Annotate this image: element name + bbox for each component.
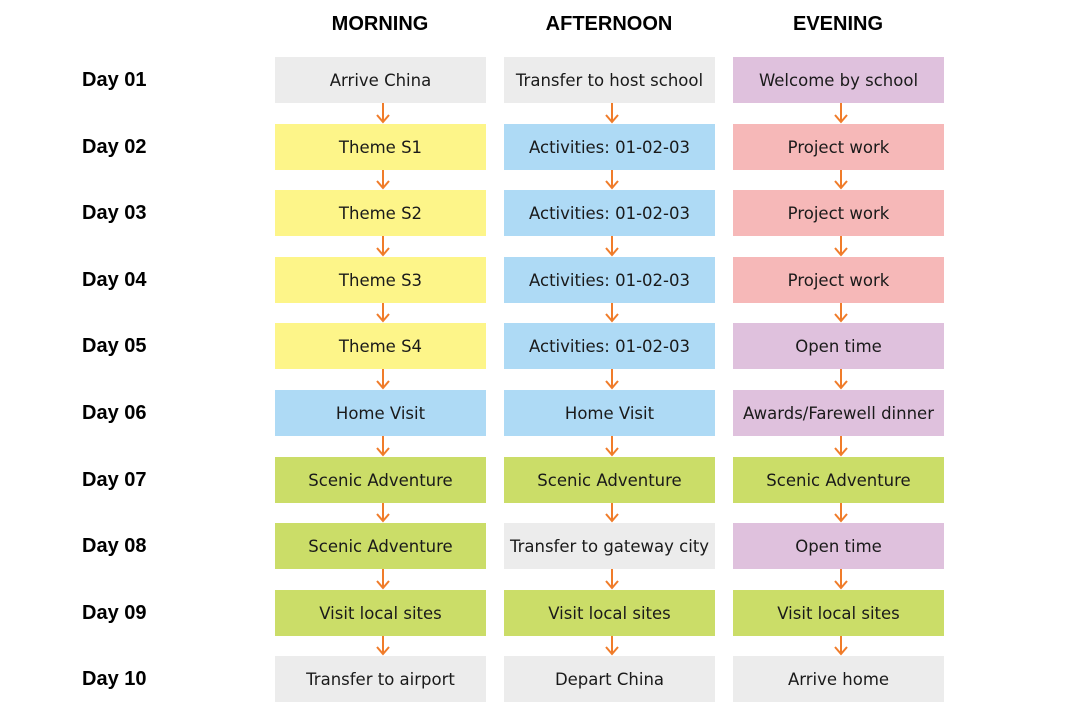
activity-box-afternoon	[504, 257, 715, 303]
activity-text: Scenic Adventure	[308, 536, 453, 556]
day-label: Day 09	[82, 602, 147, 624]
arrow-down-icon	[376, 303, 390, 323]
activity-text: Activities: 01-02-03	[529, 270, 690, 290]
activity-text: Project work	[787, 203, 890, 223]
activity-box-afternoon	[504, 656, 715, 702]
activity-box-afternoon	[504, 457, 715, 503]
activity-text: Scenic Adventure	[308, 470, 453, 490]
arrow-down-icon	[834, 303, 848, 323]
activity-box-afternoon	[504, 390, 715, 436]
arrow-down-icon	[376, 103, 390, 124]
activity-text: Open time	[795, 536, 882, 556]
arrow-down-icon	[376, 636, 390, 656]
arrow-down-icon	[605, 103, 619, 124]
arrow-down-icon	[605, 436, 619, 457]
activity-text: Home Visit	[564, 403, 655, 423]
arrow-down-icon	[605, 369, 619, 390]
activity-text: Theme S2	[338, 203, 423, 223]
arrow-down-icon	[834, 503, 848, 523]
activity-text: Arrive China	[329, 70, 432, 90]
activity-text: Theme S3	[338, 270, 423, 290]
day-label: Day 10	[82, 668, 147, 690]
activity-text: Depart China	[554, 669, 665, 689]
column-header-afternoon: AFTERNOON	[545, 13, 673, 35]
activity-box-morning	[275, 323, 486, 369]
arrow-down-icon	[605, 236, 619, 257]
day-label: Day 01	[82, 69, 147, 91]
activity-text: Activities: 01-02-03	[529, 336, 690, 356]
activity-box-morning	[275, 390, 486, 436]
activity-text: Theme S4	[338, 336, 423, 356]
activity-box-evening	[733, 656, 944, 702]
arrow-down-icon	[605, 569, 619, 590]
day-label: Day 08	[82, 535, 147, 557]
activity-text: Home Visit	[335, 403, 426, 423]
arrow-down-icon	[376, 436, 390, 457]
activity-box-evening	[733, 523, 944, 569]
arrow-down-icon	[376, 569, 390, 590]
activity-box-morning	[275, 656, 486, 702]
activity-box-morning	[275, 124, 486, 170]
activity-box-evening	[733, 390, 944, 436]
arrow-down-icon	[605, 636, 619, 656]
activity-text: Welcome by school	[758, 70, 919, 90]
activity-text: Project work	[787, 270, 890, 290]
activity-box-afternoon	[504, 190, 715, 236]
day-label: Day 02	[82, 136, 147, 158]
column-header-evening: EVENING	[792, 13, 884, 35]
activity-box-evening	[733, 57, 944, 103]
activity-box-evening	[733, 124, 944, 170]
activity-box-evening	[733, 590, 944, 636]
activity-text: Arrive home	[787, 669, 890, 689]
activity-box-morning	[275, 590, 486, 636]
day-label: Day 04	[82, 269, 147, 291]
activity-text: Scenic Adventure	[537, 470, 682, 490]
activity-box-afternoon	[504, 57, 715, 103]
arrow-down-icon	[834, 170, 848, 190]
arrow-down-icon	[376, 170, 390, 190]
activity-box-morning	[275, 523, 486, 569]
activity-text: Transfer to gateway city	[509, 536, 710, 556]
activity-text: Awards/Farewell dinner	[743, 403, 934, 423]
activity-box-afternoon	[504, 323, 715, 369]
activity-text: Scenic Adventure	[766, 470, 911, 490]
activity-box-morning	[275, 190, 486, 236]
arrow-down-icon	[376, 503, 390, 523]
activity-box-morning	[275, 57, 486, 103]
activity-text: Transfer to host school	[515, 70, 704, 90]
activity-text: Theme S1	[338, 137, 423, 157]
activity-box-afternoon	[504, 523, 715, 569]
column-header-morning: MORNING	[331, 13, 429, 35]
activity-box-evening	[733, 257, 944, 303]
day-label: Day 05	[82, 335, 147, 357]
activity-text: Open time	[795, 336, 882, 356]
activity-box-afternoon	[504, 590, 715, 636]
activity-text: Visit local sites	[548, 603, 671, 623]
arrow-down-icon	[376, 369, 390, 390]
arrow-down-icon	[376, 236, 390, 257]
activity-text: Activities: 01-02-03	[529, 203, 690, 223]
activity-text: Transfer to airport	[306, 669, 455, 689]
activity-box-morning	[275, 257, 486, 303]
arrow-down-icon	[834, 103, 848, 124]
arrow-down-icon	[834, 636, 848, 656]
arrow-down-icon	[834, 436, 848, 457]
arrow-down-icon	[834, 236, 848, 257]
day-label: Day 07	[82, 469, 147, 491]
arrow-down-icon	[834, 369, 848, 390]
arrow-down-icon	[605, 303, 619, 323]
activity-box-evening	[733, 457, 944, 503]
activity-box-afternoon	[504, 124, 715, 170]
day-label: Day 06	[82, 402, 147, 424]
activity-box-evening	[733, 323, 944, 369]
activity-text: Visit local sites	[319, 603, 442, 623]
arrow-down-icon	[834, 569, 848, 590]
activity-box-morning	[275, 457, 486, 503]
day-label: Day 03	[82, 202, 147, 224]
arrow-down-icon	[605, 503, 619, 523]
activity-box-evening	[733, 190, 944, 236]
activity-text: Visit local sites	[777, 603, 900, 623]
arrow-down-icon	[605, 170, 619, 190]
activity-text: Project work	[787, 137, 890, 157]
activity-text: Activities: 01-02-03	[529, 137, 690, 157]
